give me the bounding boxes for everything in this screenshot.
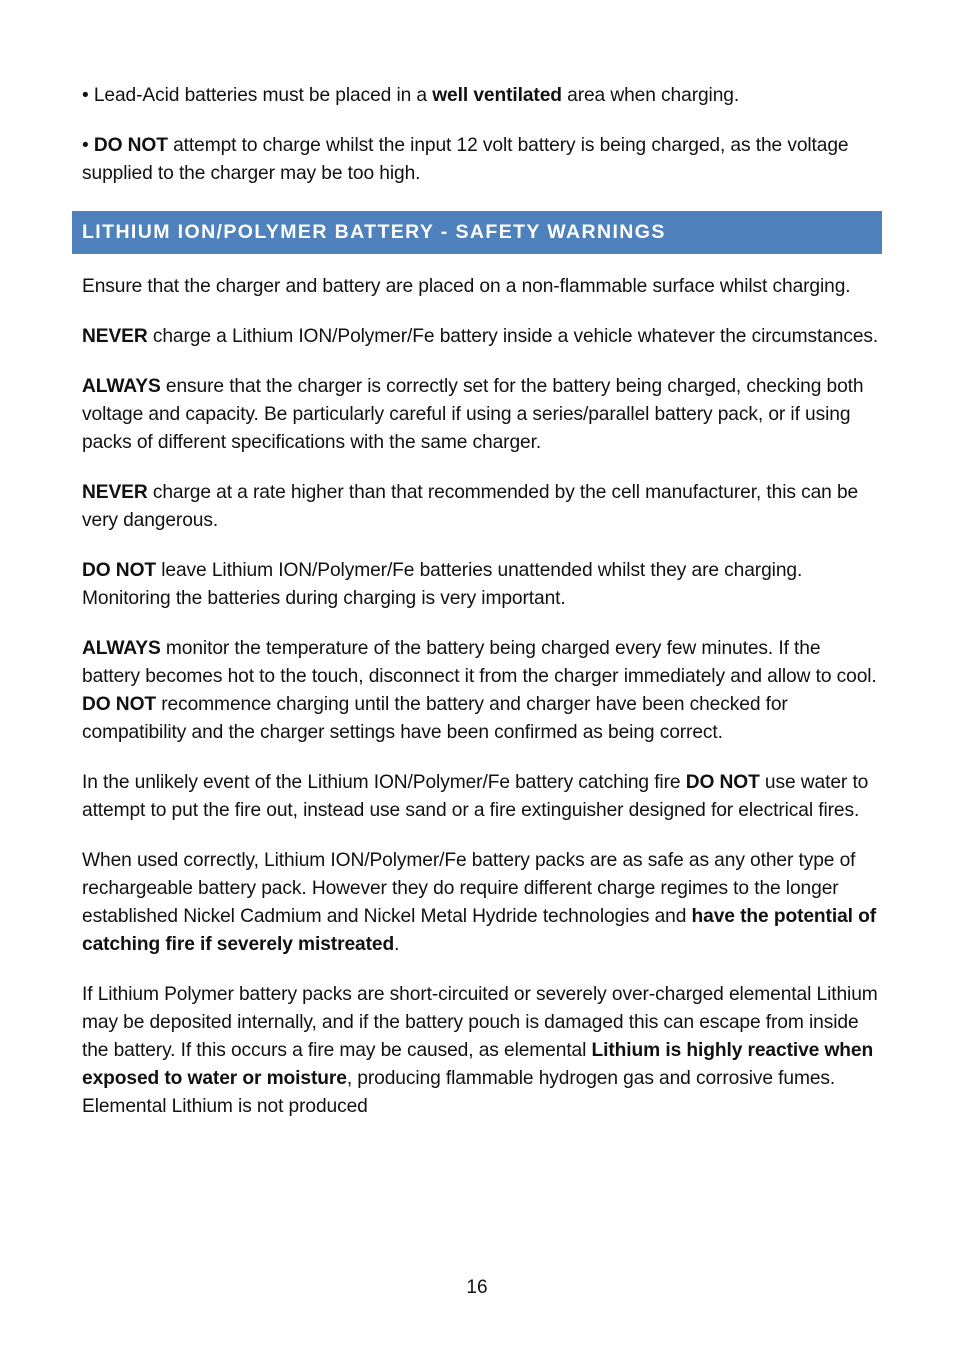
paragraph-text: . <box>394 934 400 955</box>
paragraph-text: monitor the temperature of the battery being charged every few minutes. If the battery becomes hot to the touch, disconnect it from the charger immediately and allow to cool. <box>82 638 877 687</box>
emphasis: NEVER <box>82 326 148 347</box>
bullet-text: • Lead-Acid batteries must be placed in a <box>82 85 433 106</box>
bullet-do-not-charge <box>82 132 882 188</box>
emphasis: ALWAYS <box>82 376 161 397</box>
page-number: 16 <box>466 1277 488 1298</box>
paragraph-do-not-leave <box>82 557 882 613</box>
bullet-text: attempt to charge whilst the input 12 volt battery is being charged, as the voltage supplied to the charger may be too high. <box>82 135 849 184</box>
paragraph-text: In the unlikely event of the Lithium ION/Polymer/Fe battery catching fire <box>82 772 686 793</box>
paragraph-never-vehicle <box>82 323 882 351</box>
paragraph-fire <box>82 769 882 825</box>
paragraph-short-circuit <box>82 981 882 1121</box>
emphasis: have the potential of catching fire if severely mistreated <box>82 906 877 955</box>
paragraph-text: ensure that the charger is correctly set for the battery being charged, checking both voltage and capacity. Be particularly careful if using a series/parallel battery pack, or if using packs of different specifications with the same charger. <box>82 376 864 453</box>
emphasis: ALWAYS <box>82 638 161 659</box>
emphasis: NEVER <box>82 482 148 503</box>
emphasis: DO NOT <box>82 560 157 581</box>
paragraph-text: use water to attempt to put the fire out, instead use sand or a fire extinguisher designed for electrical fires. <box>82 772 869 821</box>
paragraph-never-rate <box>82 479 882 535</box>
top-bullet-list <box>82 82 882 188</box>
emphasis: Lithium is highly reactive when exposed to water or moisture <box>82 1040 874 1089</box>
paragraph-always-set <box>82 373 882 457</box>
paragraph-text: leave Lithium ION/Polymer/Fe batteries unattended whilst they are charging. Monitoring the batteries during charging is very important. <box>82 560 803 609</box>
paragraph-non-flammable: Ensure that the charger and battery are placed on a non-flammable surface whilst charging. <box>82 276 851 297</box>
bullet-text: • <box>82 135 94 156</box>
bullet-emphasis: well ventilated <box>432 85 562 106</box>
paragraph-text: recommence charging until the battery and charger have been checked for compatibility and the charger settings have been confirmed as being correct. <box>82 694 788 743</box>
emphasis: DO NOT <box>82 694 157 715</box>
paragraph-always-monitor <box>82 635 882 747</box>
bullet-well-ventilated <box>82 82 882 110</box>
paragraph-text: charge at a rate higher than that recommended by the cell manufacturer, this can be very dangerous. <box>82 482 859 531</box>
bullet-emphasis: DO NOT <box>93 135 168 156</box>
paragraph-text: If Lithium Polymer battery packs are short-circuited or severely over-charged elemental Lithium may be deposited internally, and if the battery pouch is damaged this can escape from inside the battery. If this occurs a fire may be caused, as elemental <box>82 984 878 1061</box>
section-header: LITHIUM ION/POLYMER BATTERY - SAFETY WARNINGS <box>72 211 882 254</box>
paragraph-text: , producing flammable hydrogen gas and corrosive fumes. Elemental Lithium is not produced <box>82 1068 836 1117</box>
paragraph-used-correctly <box>82 847 882 959</box>
paragraph-text: charge a Lithium ION/Polymer/Fe battery inside a vehicle whatever the circumstances. <box>147 326 879 347</box>
safety-warnings-body <box>82 273 882 1121</box>
paragraph-text: When used correctly, Lithium ION/Polymer/Fe battery packs are as safe as any other type of rechargeable battery pack. However they do require different charge regimes to the longer established Nickel Cadmium and Nickel Metal Hydride technologies and <box>82 850 856 927</box>
bullet-text: area when charging. <box>561 85 740 106</box>
emphasis: DO NOT <box>685 772 760 793</box>
